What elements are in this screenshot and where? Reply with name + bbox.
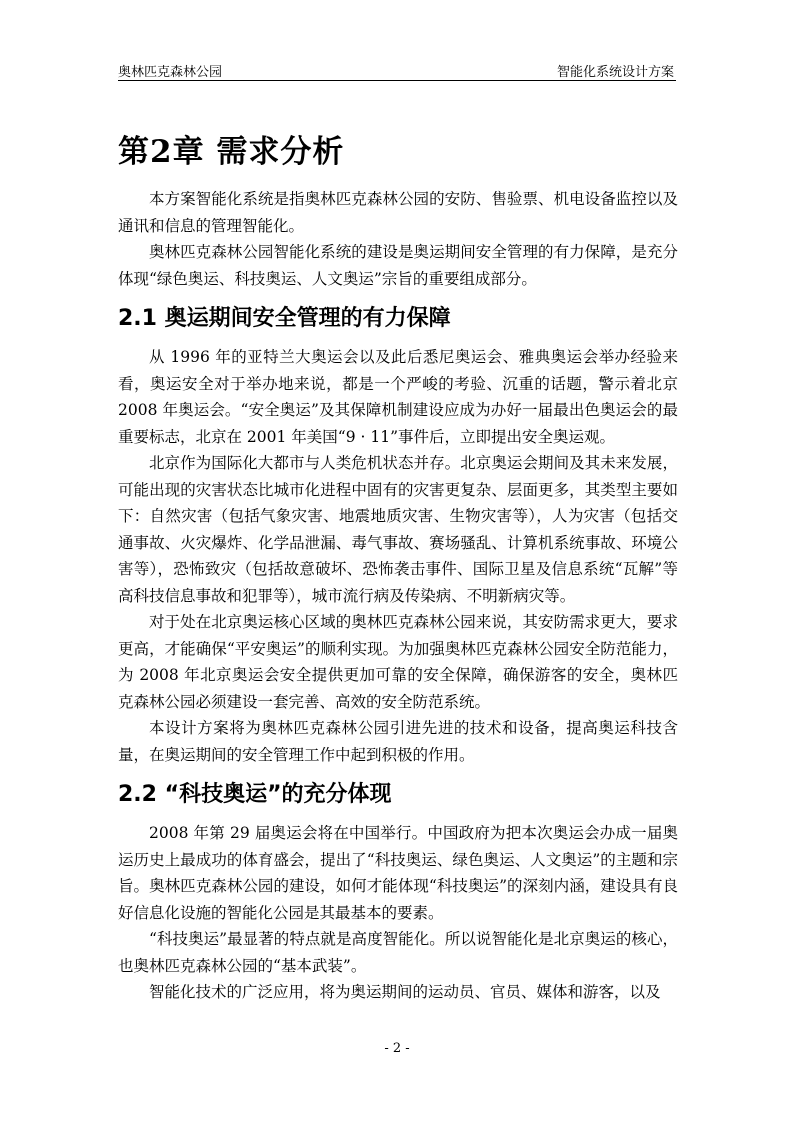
- chapter-title: 第2章 需求分析: [118, 134, 345, 170]
- header-left-title: 奥林匹克森林公园: [118, 65, 223, 80]
- paragraph: 智能化技术的广泛应用，将为奥运期间的运动员、官员、媒体和游客，以及: [149, 983, 661, 1001]
- header-right-title: 智能化系统设计方案: [556, 65, 674, 80]
- paragraph: 从 1996 年的亚特兰大奥运会以及此后悉尼奥运会、雅典奥运会举办经验来看，奥运安全对于举办地来说，都是一个严峻的考验、沉重的话题，警示着北京 2008 年奥运会。“安全奥运”及其保障机制建设应成为办好一届最出色奥运会的最重要标志，北京在 2001 年美国“9 · 11”事件后，立即提出安全奥运观。: [118, 348, 678, 446]
- page-number: - 2 -: [384, 1041, 410, 1056]
- document-body: [118, 130, 678, 1006]
- paragraph: 本方案智能化系统是指奥林匹克森林公园的安防、售验票、机电设备监控以及通讯和信息的管理智能化。: [118, 190, 678, 235]
- paragraph: 奥林匹克森林公园智能化系统的建设是奥运期间安全管理的有力保障，是充分体现“绿色奥运、科技奥运、人文奥运”宗旨的重要组成部分。: [118, 243, 678, 288]
- paragraph: 2008 年第 29 届奥运会将在中国举行。中国政府为把本次奥运会办成一届奥运历史上最成功的体育盛会，提出了“科技奥运、绿色奥运、人文奥运”的主题和宗旨。奥林匹克森林公园的建设，如何才能体现“科技奥运”的深刻内涵，建设具有良好信息化设施的智能化公园是其最基本的要素。: [118, 824, 678, 922]
- section-title: 2.1 奥运期间安全管理的有力保障: [118, 306, 451, 331]
- paragraph: 对于处在北京奥运核心区域的奥林匹克森林公园来说，其安防需求更大，要求更高，才能确保“平安奥运”的顺利实现。为加强奥林匹克森林公园安全防范能力，为 2008 年北京奥运会安全提供更加可靠的安全保障，确保游客的安全，奥林匹克森林公园必须建设一套完善、高效的安全防范系统。: [118, 613, 678, 711]
- paragraph: 北京作为国际化大都市与人类危机状态并存。北京奥运会期间及其未来发展，可能出现的灾害状态比城市化进程中固有的灾害更复杂、层面更多，其类型主要如下：自然灾害（包括气象灾害、地震地质灾害、生物灾害等），人为灾害（包括交通事故、火灾爆炸、化学品泄漏、毒气事故、赛场骚乱、计算机系统事故、环境公害等），恐怖致灾（包括故意破坏、恐怖袭击事件、国际卫星及信息系统“瓦解”等高科技信息事故和犯罪等），城市流行病及传染病、不明新病灾等。: [118, 454, 678, 605]
- paragraph: 本设计方案将为奥林匹克森林公园引进先进的技术和设备，提高奥运科技含量，在奥运期间的安全管理工作中起到积极的作用。: [118, 719, 678, 764]
- page-header: [118, 58, 676, 81]
- paragraph: “科技奥运”最显著的特点就是高度智能化。所以说智能化是北京奥运的核心，也奥林匹克森林公园的“基本武装”。: [118, 930, 678, 975]
- section-title: 2.2 “科技奥运”的充分体现: [118, 782, 392, 807]
